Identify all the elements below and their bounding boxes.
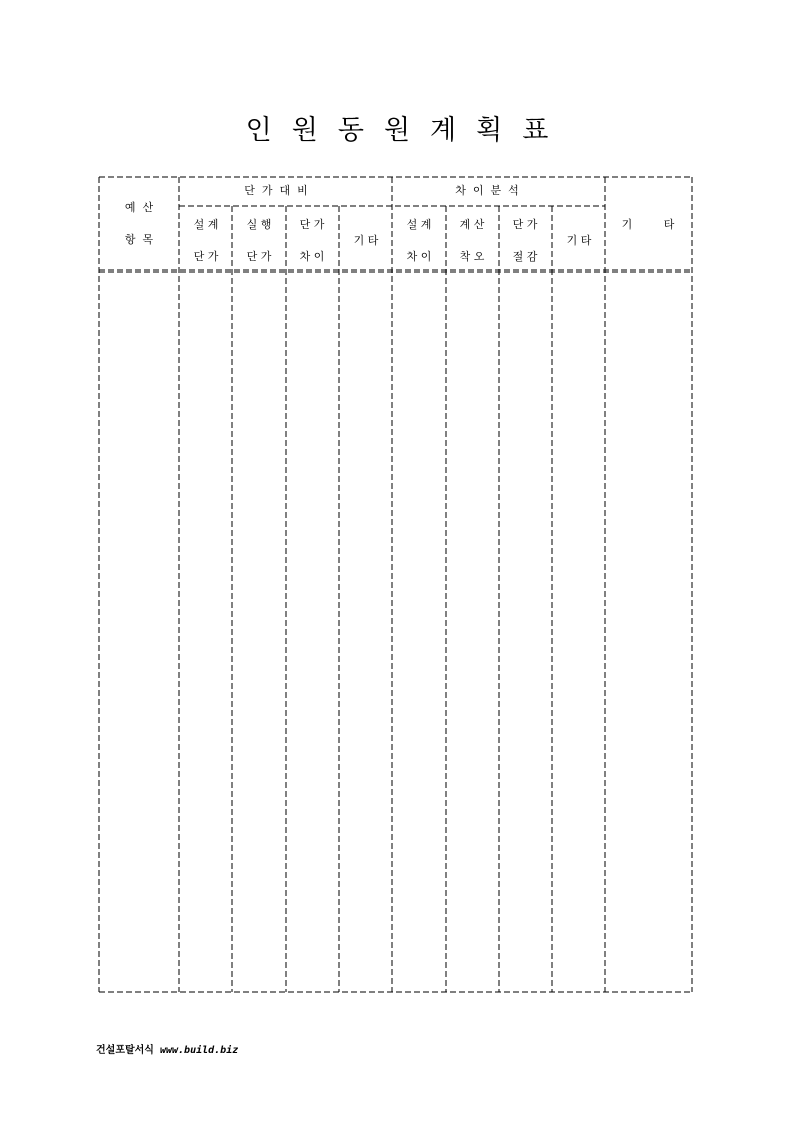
col-cut-bottom: 절 감: [512, 250, 538, 263]
col-design-bottom: 단 가: [193, 250, 219, 263]
budget-item-label-top: 예 산: [124, 201, 154, 214]
title-char: 획: [476, 115, 503, 146]
title-char: 원: [383, 115, 411, 146]
col-other1: 기 타: [353, 234, 379, 247]
group-unit-price-label: 단 가 대 비: [244, 184, 308, 197]
title-char: 표: [522, 115, 549, 146]
col-remarks: 기 타: [621, 218, 675, 231]
col-exec-top: 실 행: [246, 218, 272, 231]
col-pricediff-top: 단 가: [299, 218, 325, 231]
col-designdiff-top: 설 계: [406, 218, 432, 231]
title-char: 인: [245, 115, 272, 146]
group-diff-label: 차 이 분 석: [455, 184, 519, 197]
col-designdiff-bottom: 차 이: [406, 250, 432, 263]
title-char: 계: [430, 115, 457, 146]
footer-source: [96, 1041, 238, 1056]
col-calc-bottom: 착 오: [459, 250, 485, 263]
col-calc-top: 계 산: [459, 218, 485, 231]
title-char: 동: [337, 115, 364, 146]
col-design-top: 설 계: [193, 218, 219, 231]
col-other2: 기 타: [566, 234, 592, 247]
budget-item-label-bottom: 항 목: [124, 233, 154, 246]
col-cut-top: 단 가: [512, 218, 538, 231]
col-exec-bottom: 단 가: [246, 250, 272, 263]
footer-url[interactable]: www.build.biz: [159, 1045, 239, 1056]
col-pricediff-bottom: 차 이: [299, 250, 325, 263]
footer-org: 건설포탈서식: [96, 1045, 154, 1056]
title-char: 원: [291, 115, 318, 146]
